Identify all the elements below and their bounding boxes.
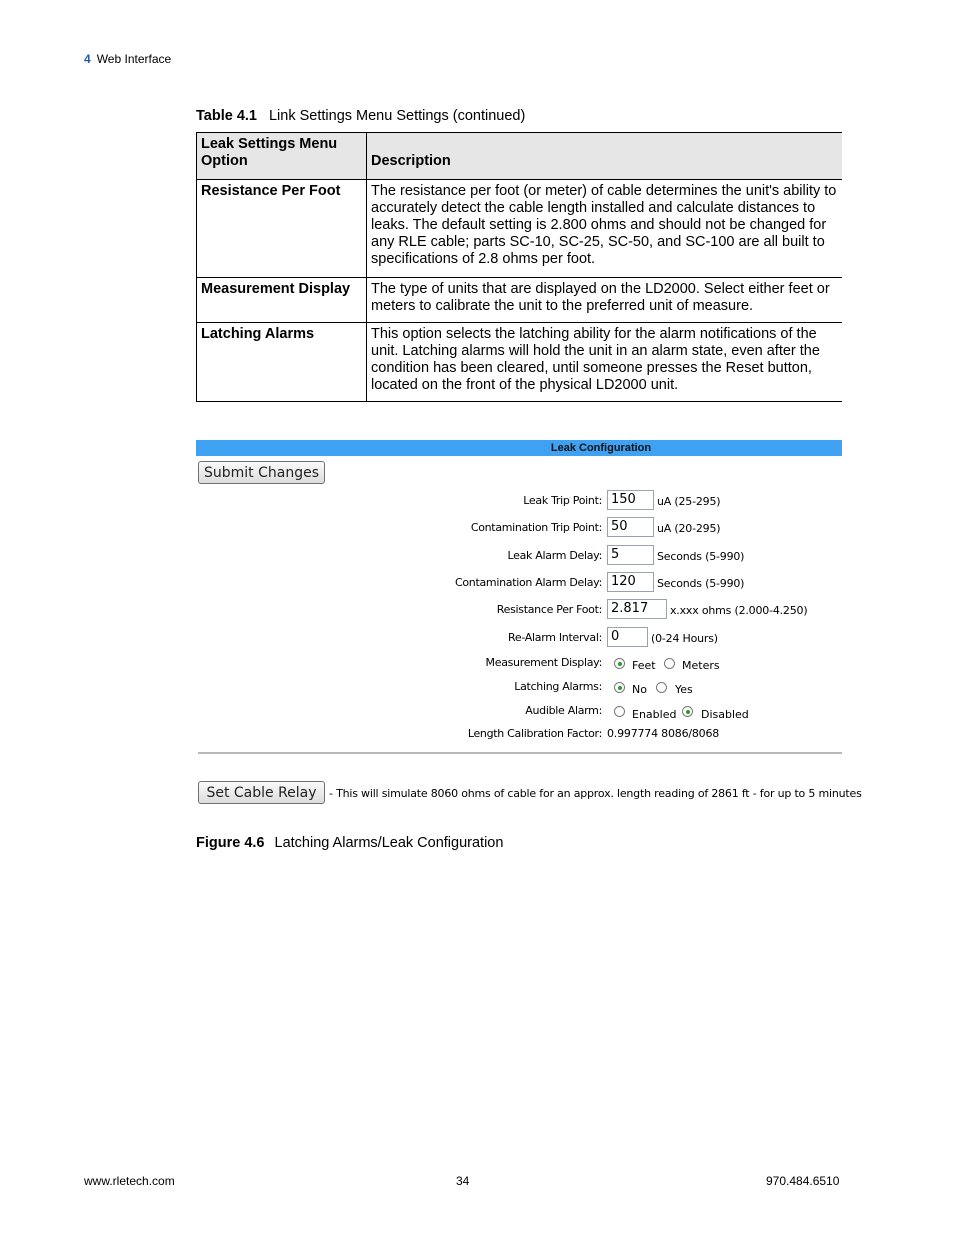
contamination-alarm-delay-label: Contamination Alarm Delay: — [454, 576, 602, 589]
leak-trip-point-input[interactable]: 150 — [607, 490, 654, 510]
table-header-row — [197, 133, 843, 180]
measurement-display-label: Measurement Display: — [485, 656, 602, 669]
chapter-title: Web Interface — [96, 52, 172, 66]
contamination-alarm-delay-input[interactable]: 120 — [607, 572, 654, 592]
latching-yes-radio[interactable] — [656, 682, 667, 693]
contamination-trip-point-input[interactable]: 50 — [607, 517, 654, 537]
leak-configuration-title: Leak Configuration — [550, 442, 652, 454]
leak-alarm-delay-hint: Seconds (5-990) — [657, 550, 745, 563]
table-row — [197, 323, 843, 402]
leak-alarm-delay-label: Leak Alarm Delay: — [507, 549, 602, 562]
row-description: This option selects the latching ability for the alarm notifications of the unit. Latching alarms will hold the unit in an alarm state, even after the condition has been cleared, until someone presses the Reset button, located on the front of the physical LD2000 unit. — [367, 323, 843, 402]
length-calibration-label: Length Calibration Factor: — [467, 727, 602, 740]
leak-alarm-delay-input[interactable]: 5 — [607, 545, 654, 565]
resistance-per-foot-hint: x.xxx ohms (2.000-4.250) — [670, 604, 808, 617]
contamination-alarm-delay-hint: Seconds (5-990) — [657, 577, 745, 590]
row-option: Latching Alarms — [197, 323, 367, 402]
feet-radio[interactable] — [614, 658, 625, 669]
settings-table — [196, 132, 842, 402]
table-row — [197, 180, 843, 278]
cable-relay-note: - This will simulate 8060 ohms of cable for an approx. length reading of 2861 ft - for up to 5 minutes — [329, 787, 862, 800]
submit-changes-button[interactable]: Submit Changes — [198, 461, 325, 484]
audible-disabled-radio[interactable] — [682, 706, 693, 717]
resistance-per-foot-label: Resistance Per Foot: — [496, 603, 602, 616]
footer-phone: 970.484.6510 — [766, 1174, 840, 1188]
latching-no-label: No — [632, 683, 647, 696]
figure-caption-label: Figure 4.6 — [196, 835, 265, 851]
set-cable-relay-button[interactable]: Set Cable Relay — [198, 781, 325, 804]
leak-trip-point-hint: uA (25-295) — [657, 495, 721, 508]
figure-caption-title: Latching Alarms/Leak Configuration — [274, 835, 504, 851]
leak-configuration-bar — [196, 440, 842, 456]
re-alarm-interval-hint: (0-24 Hours) — [651, 632, 718, 645]
table-row — [197, 278, 843, 323]
audible-alarm-label: Audible Alarm: — [525, 704, 602, 717]
length-calibration-value: 0.997774 8086/8068 — [607, 727, 720, 740]
contamination-trip-point-hint: uA (20-295) — [657, 522, 721, 535]
footer-page-number: 34 — [456, 1174, 470, 1188]
re-alarm-interval-label: Re-Alarm Interval: — [508, 631, 602, 644]
audible-enabled-label: Enabled — [632, 708, 677, 721]
contamination-trip-point-label: Contamination Trip Point: — [470, 521, 602, 534]
divider — [198, 752, 842, 754]
latching-alarms-label: Latching Alarms: — [514, 680, 602, 693]
table-caption-title: Link Settings Menu Settings (continued) — [268, 108, 526, 124]
latching-no-radio[interactable] — [614, 682, 625, 693]
audible-enabled-radio[interactable] — [614, 706, 625, 717]
chapter-number: 4 — [84, 52, 91, 66]
col-description-header: Description — [367, 133, 843, 180]
table-caption — [196, 108, 525, 124]
audible-disabled-label: Disabled — [701, 708, 749, 721]
running-header — [84, 52, 171, 66]
meters-label: Meters — [682, 659, 720, 672]
meters-radio[interactable] — [664, 658, 675, 669]
col-option-header: Leak Settings Menu Option — [197, 133, 367, 180]
row-description: The resistance per foot (or meter) of cable determines the unit's ability to accurately detect the cable length installed and calculate distances to leaks. The default setting is 2.800 ohms and should not be changed for any RLE cable; parts SC-10, SC-25, SC-50, and SC-100 are all built to specifications of 2.8 ohms per foot. — [367, 180, 843, 278]
re-alarm-interval-input[interactable]: 0 — [607, 627, 648, 647]
footer-website: www.rletech.com — [84, 1174, 175, 1188]
resistance-per-foot-input[interactable]: 2.817 — [607, 599, 667, 619]
leak-trip-point-label: Leak Trip Point: — [523, 494, 602, 507]
latching-yes-label: Yes — [675, 683, 693, 696]
row-option: Resistance Per Foot — [197, 180, 367, 278]
table-caption-label: Table 4.1 — [196, 108, 257, 124]
figure-caption — [196, 835, 503, 851]
row-option: Measurement Display — [197, 278, 367, 323]
feet-label: Feet — [632, 659, 656, 672]
row-description: The type of units that are displayed on the LD2000. Select either feet or meters to calibrate the unit to the preferred unit of measure. — [367, 278, 843, 323]
